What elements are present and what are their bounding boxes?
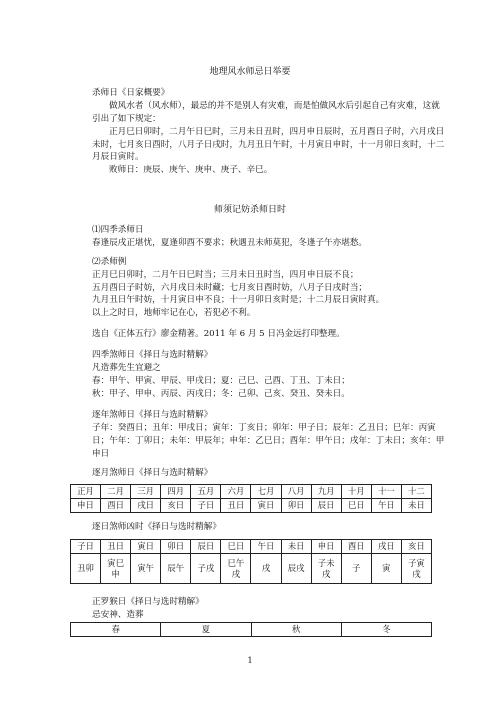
table-cell: 寅日 (251, 499, 281, 513)
table-row (71, 485, 432, 499)
table-cell: 巳日 (221, 540, 251, 554)
sub-heading: ⑴四季杀师日 (92, 225, 144, 235)
table-cell: 十二 (401, 485, 431, 499)
table-cell: 丑日 (221, 499, 251, 513)
table-cell: 申日 (311, 540, 341, 554)
section-remember (92, 224, 448, 341)
table-cell: 夏 (161, 623, 251, 637)
section-heading: 杀师日《日家概要》 (92, 88, 170, 98)
table-cell: 辰日 (191, 540, 221, 554)
table-cell: 子戌 (191, 554, 221, 584)
sub-heading: 凡造葬先生宜避之 (92, 362, 161, 373)
table-cell: 戌 (251, 554, 281, 584)
table-cell: 未日 (281, 540, 311, 554)
table1-heading: 逐月煞师日《择日与选时精解》 (92, 468, 213, 478)
section-season-days (92, 349, 448, 401)
table-cell: 春 (71, 623, 161, 637)
source-note: 选自《正体五行》廖金精著。2011 年 6 月 5 日冯金远打印整理。 (92, 329, 345, 340)
section-title: 师须记妨杀师日时 (213, 205, 286, 215)
cell-line: 申 (111, 568, 120, 579)
table-cell: 正月 (71, 485, 101, 499)
table-cell (401, 554, 431, 584)
table-cell (221, 554, 251, 584)
cell-line: 子未 (317, 558, 335, 568)
table-row (71, 623, 432, 637)
cell-line: 子寅 (408, 558, 425, 568)
table-cell: 四月 (161, 485, 191, 499)
paragraph: 春逢辰戌正堪忧，夏逢卯酉不要求；秋遇丑未师莫犯，冬逢子午亦堪愁。 (92, 237, 368, 248)
section-heading: 逐年煞师日《择日与选时精解》 (92, 410, 213, 420)
paragraph: 正月巳日卯时，二月午日巳时，三月未日丑时，四月申日辰时，五月酉日子时，六月戌日未时，七月亥日酉时，八月子日戌时，九月丑日午时，十月寅日申时，十一月卯日亥时，十二月辰日寅时。 (92, 126, 445, 163)
table-cell: 丑卯 (71, 554, 101, 584)
cell-line: 戌 (412, 568, 421, 579)
table-row (71, 499, 432, 513)
table-cell: 七月 (251, 485, 281, 499)
verse-line: 五月酉日子时妨，六月戌日未时藏；七月亥日酉时妨，八月子日戌时当； (92, 282, 368, 293)
table-cell: 酉日 (101, 499, 131, 513)
paragraph: 做风水者（风水师），最忌的并不是别人有灾难，而是怕做风水后引起自己有灾难，这就引出了如下规定： (92, 100, 440, 124)
table-cell: 丑日 (101, 540, 131, 554)
table-cell: 辰午 (161, 554, 191, 584)
table-row (71, 540, 432, 554)
sub-heading: 忌安神、造葬 (92, 609, 144, 620)
paragraph: 春：甲午、甲寅、甲辰、甲戌日；夏：己巳、己酉、丁丑、丁未日； (92, 375, 350, 386)
page-number: 1 (247, 656, 253, 665)
table-cell: 寅 (371, 554, 401, 584)
table-cell: 子日 (71, 540, 101, 554)
verse-line: 正月巳日卯时，二月午日巳时当；三月未日丑时当，四月申日辰不良； (92, 269, 359, 280)
table-cell: 巳日 (341, 499, 371, 513)
table-cell: 子 (341, 554, 371, 584)
table-row (71, 554, 432, 584)
table-cell: 二月 (101, 485, 131, 499)
section-kill-teacher-days (92, 87, 448, 177)
verse-line: 九月丑日午时妨，十月寅日申不良；十一月卯日亥时是；十二月辰日寅时真。 (92, 295, 385, 306)
table-cell: 酉日 (341, 540, 371, 554)
table3-heading (92, 596, 448, 622)
table-cell: 亥日 (161, 499, 191, 513)
table-cell: 申日 (71, 499, 101, 513)
paragraph: 秋：甲子、甲申、丙辰、丙戌日；冬：己卯、己亥、癸丑、癸未日。 (92, 388, 350, 399)
cell-line: 寅巳 (107, 558, 124, 568)
table-cell: 六月 (221, 485, 251, 499)
table-cell: 戌日 (131, 499, 161, 513)
table-cell: 午日 (251, 540, 281, 554)
cell-line: 戌 (321, 568, 331, 579)
verse-line: 以上之时日，地师牢记在心，若犯必不利。 (92, 308, 256, 319)
table-cell: 午日 (371, 499, 401, 513)
table-cell: 十一 (371, 485, 401, 499)
table-cell: 未日 (401, 499, 431, 513)
section-heading: 正罗猴日《择日与选时精解》 (92, 597, 204, 607)
table-cell: 卯日 (281, 499, 311, 513)
table-cell: 秋 (251, 623, 341, 637)
table-cell: 五月 (191, 485, 221, 499)
table-cell: 亥日 (401, 540, 431, 554)
sub-heading: ⑵杀师例 (92, 256, 127, 267)
table-cell: 冬 (341, 623, 431, 637)
cell-line: 巳午 (227, 558, 245, 568)
table-cell: 寅日 (131, 540, 161, 554)
cell-line: 戌 (231, 568, 241, 579)
table-cell: 子日 (191, 499, 221, 513)
table2-heading: 逐日煞师凶时《择日与选时精解》 (92, 522, 221, 532)
table-cell: 辰戌 (281, 554, 311, 584)
section-heading: 四季煞师日《择日与选时精解》 (92, 350, 213, 360)
table-cell: 八月 (281, 485, 311, 499)
table-cell: 十月 (341, 485, 371, 499)
paragraph: 败师日：庚辰、庚午、庚申、庚子、辛巳。 (109, 165, 273, 176)
monthly-table (70, 484, 432, 513)
section-yearly-days (92, 409, 448, 461)
table-cell: 寅午 (131, 554, 161, 584)
table-cell: 辰日 (311, 499, 341, 513)
paragraph: 子年：癸酉日；丑年：甲戌日；寅年：丁亥日；卯年：甲子日；辰年：乙丑日；巳年：丙寅日；午年：丁卯日；未年：甲辰年；申年：乙巳日；酉年：甲午日；戌年：丁未日；亥年：甲申日 (92, 422, 445, 459)
table-cell: 三月 (131, 485, 161, 499)
table-cell: 戌日 (371, 540, 401, 554)
table-cell: 九月 (311, 485, 341, 499)
season-table (70, 622, 432, 637)
table-cell (311, 554, 341, 584)
table-cell (101, 554, 131, 584)
page-title: 地理风水师忌日举要 (209, 67, 291, 77)
daily-table (70, 539, 432, 584)
table-cell: 卯日 (161, 540, 191, 554)
